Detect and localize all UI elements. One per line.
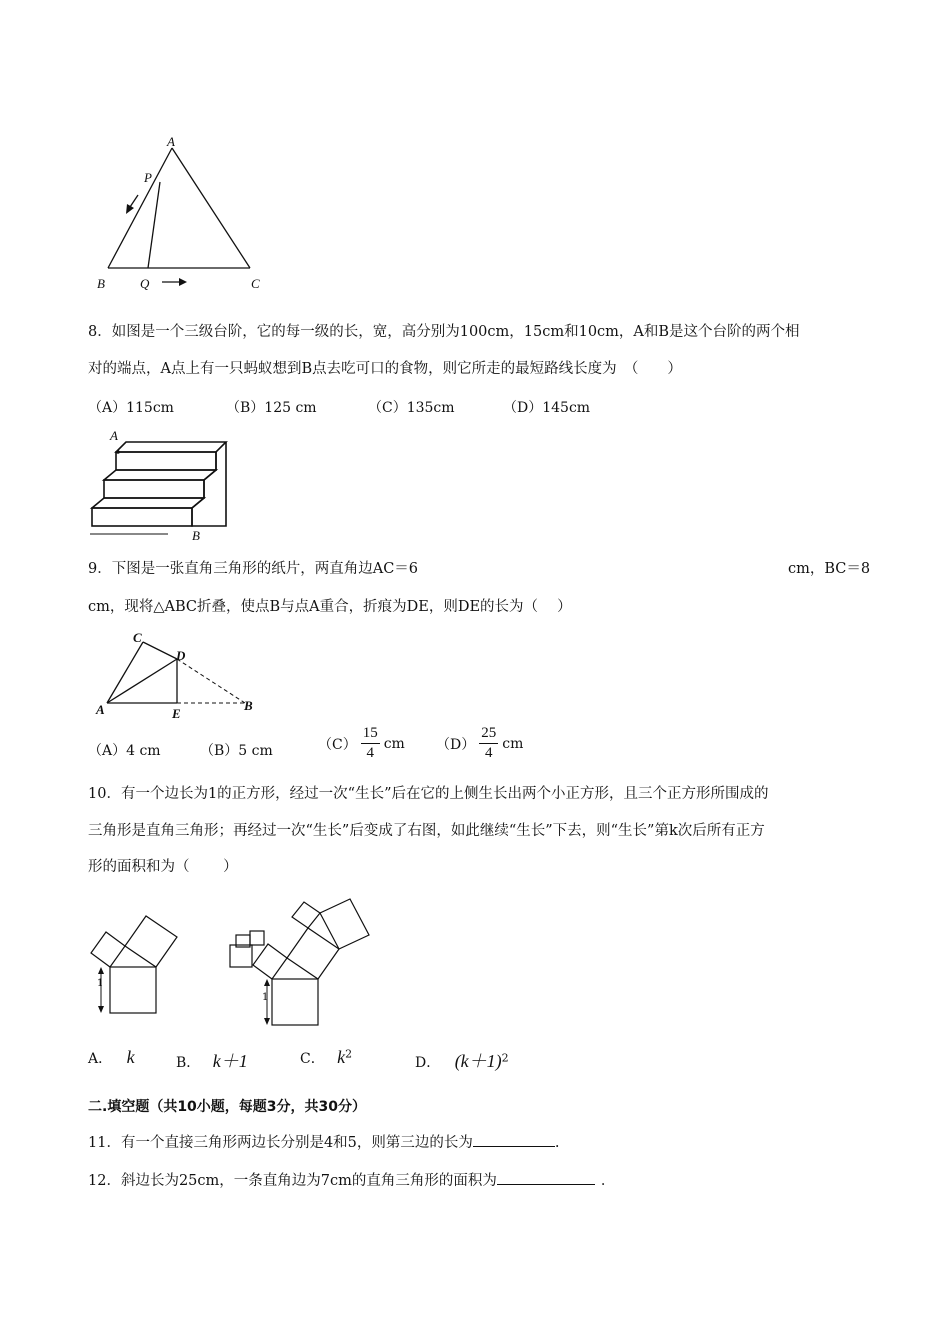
q12-end: ． xyxy=(600,1173,616,1189)
q12 xyxy=(88,1169,615,1191)
triangle-label-a: A xyxy=(167,134,175,149)
q8-line1: 8．如图是一个三级台阶，它的每一级的长，宽，高分别为100cm，15cm和10cm，A和B是这个台阶的两个相 xyxy=(88,324,800,340)
q9-option-c-fraction xyxy=(361,726,380,761)
q11-answer-blank[interactable] xyxy=(473,1131,555,1147)
triangle-label-p: P xyxy=(144,170,152,185)
q10-option-a xyxy=(88,1047,135,1068)
q9-option-b: （B）5 cm xyxy=(200,743,273,759)
q10-option-c-label: C． xyxy=(300,1051,325,1067)
q9-option-d-unit: cm xyxy=(502,735,524,752)
q9-option-d-numerator: 25 xyxy=(479,726,498,744)
q9-line1-left: 9．下图是一张直角三角形的纸片，两直角边AC＝6 xyxy=(88,561,419,577)
section-2-title: 二.填空题（共10小题，每题3分，共30分） xyxy=(88,1099,367,1115)
q8-line2: 对的端点，A点上有一只蚂蚁想到B点去吃可口的食物，则它所走的最短路线长度为 （ ） xyxy=(88,361,682,377)
triangle-label-c: C xyxy=(251,276,260,291)
q11 xyxy=(88,1131,560,1153)
q10-option-d-expr: (k＋1) xyxy=(454,1051,502,1071)
q10-option-d-exponent: 2 xyxy=(501,1051,509,1065)
growth-figure-1 xyxy=(88,905,188,1020)
q10-option-c-exponent: 2 xyxy=(345,1047,353,1061)
q9-option-d-label: （D） xyxy=(436,736,476,753)
q10-option-b xyxy=(176,1047,248,1073)
stairs-label-b: B xyxy=(192,528,200,543)
q9-option-a: （A）4 cm xyxy=(88,743,161,759)
growth-figure-2 xyxy=(222,895,382,1030)
q10-option-a-expr: k xyxy=(126,1047,135,1067)
q10-option-d-label: D． xyxy=(415,1055,441,1071)
fold-label-c: C xyxy=(133,630,142,645)
q9-option-c-numerator: 15 xyxy=(361,726,380,744)
q10-option-c-expr: k xyxy=(337,1047,346,1067)
q12-text: 12．斜边长为25cm，一条直角边为7cm的直角三角形的面积为 xyxy=(88,1173,497,1189)
q8-option-d: （D）145cm xyxy=(503,400,591,416)
growth-figure-1-side-label: 1 xyxy=(97,978,104,989)
q10-option-c xyxy=(300,1047,352,1068)
stairs-figure xyxy=(88,430,238,542)
fold-label-e: E xyxy=(172,706,181,721)
stairs-label-a: A xyxy=(110,428,118,443)
q11-text: 11．有一个直接三角形两边长分别是4和5，则第三边的长为 xyxy=(88,1135,473,1151)
q9-option-c-denominator: 4 xyxy=(366,745,374,761)
q9-option-c xyxy=(318,726,405,761)
q8-option-b: （B）125 cm xyxy=(226,400,317,416)
q9-option-c-label: （C） xyxy=(318,736,357,753)
q10-option-d xyxy=(415,1047,509,1073)
q12-answer-blank[interactable] xyxy=(497,1169,595,1185)
fold-label-a: A xyxy=(96,702,105,717)
q11-end: . xyxy=(554,1135,560,1151)
growth-figure-2-side-label: 1 xyxy=(262,992,269,1003)
triangle-label-q: Q xyxy=(140,276,150,291)
q9-line1-right: cm，BC＝8 xyxy=(788,561,871,577)
q10-line3: 形的面积和为（ ） xyxy=(88,859,238,875)
q8-option-c: （C）135cm xyxy=(368,400,455,416)
fold-label-d: D xyxy=(176,648,186,663)
q9-option-d-fraction xyxy=(479,726,498,761)
q9-option-d-denominator: 4 xyxy=(484,745,493,761)
q10-option-a-label: A． xyxy=(88,1051,113,1067)
q9-option-d xyxy=(436,726,523,761)
q10-option-b-expr: k＋1 xyxy=(212,1051,248,1071)
q10-line1: 10．有一个边长为1的正方形，经过一次“生长”后在它的上侧生长出两个小正方形，且三个正方形所围成的 xyxy=(88,786,769,802)
q10-option-b-label: B． xyxy=(176,1055,201,1071)
q8-option-a: （A）115cm xyxy=(88,400,174,416)
q9-line2: cm，现将△ABC折叠，使点B与点A重合，折痕为DE，则DE的长为（ ） xyxy=(88,599,572,615)
q9-option-c-unit: cm xyxy=(383,735,405,752)
fold-label-b: B xyxy=(244,698,253,713)
q10-line2: 三角形是直角三角形；再经过一次“生长”后变成了右图，如此继续“生长”下去，则“生长”第k次后所有正方 xyxy=(88,823,765,839)
triangle-abc-figure xyxy=(90,130,280,300)
triangle-label-b: B xyxy=(97,276,105,291)
